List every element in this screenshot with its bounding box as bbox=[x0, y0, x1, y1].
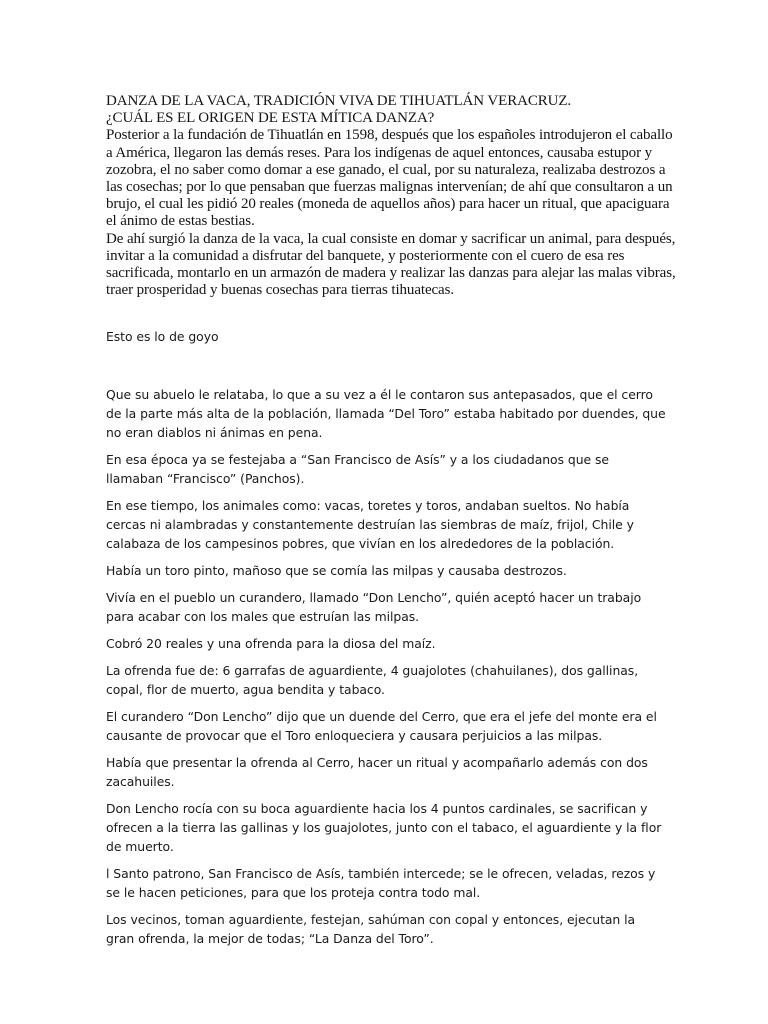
story-paragraph: l Santo patrono, San Francisco de Asís, también intercede; se le ofrecen, veladas, rezos y se le hacen peticiones, para que los proteja contra todo mal. bbox=[106, 866, 656, 900]
story-paragraph: La ofrenda fue de: 6 garrafas de aguardiente, 4 guajolotes (chahuilanes), dos gallinas, copal, flor de muerto, agua bendita y tabaco. bbox=[106, 663, 639, 697]
intro-paragraph: Posterior a la fundación de Tihuatlán en 1598, después que los españoles introdujeron el caballo a América, llegaron las demás reses. Para los indígenas de aquel entonces, causaba estupor y zozobra, el no saber como domar a ese ganado, el cual, por su naturaleza, realizaba destrozos a las cosechas; por lo que pensaban que fuerzas malignas intervenían; de ahí que consultaron a un brujo, el cual les pidió 20 reales (moneda de aquellos años) para hacer un ritual, que apaciguara el ánimo de estas bestias. bbox=[106, 127, 673, 230]
intro-section bbox=[106, 93, 676, 299]
document-title: DANZA DE LA VACA, TRADICIÓN VIVA DE TIHUATLÁN VERACRUZ. bbox=[106, 93, 572, 109]
document-subtitle: ¿CUÁL ES EL ORIGEN DE ESTA MÍTICA DANZA? bbox=[106, 110, 435, 127]
author-note: Esto es lo de goyo bbox=[106, 329, 219, 344]
story-paragraph: Don Lencho rocía con su boca aguardiente hacia los 4 puntos cardinales, se sacrifican y ofrecen a la tierra las gallinas y los guajolotes, junto con el tabaco, el aguardiente y la flor de muerto. bbox=[106, 801, 662, 854]
story-paragraph: En ese tiempo, los animales como: vacas, toretes y toros, andaban sueltos. No había cercas ni alambradas y constantemente destruían las siembras de maíz, frijol, Chile y calabaza de los campesinos pobres, que vivían en los alrededores de la población. bbox=[106, 498, 634, 551]
story-paragraph: Los vecinos, toman aguardiente, festejan, sahúman con copal y entonces, ejecutan la gran ofrenda, la mejor de todas; “La Danza del Toro”. bbox=[106, 912, 636, 946]
story-paragraph: Vivía en el pueblo un curandero, llamado “Don Lencho”, quién aceptó hacer un trabajo para acabar con los males que estruían las milpas. bbox=[106, 590, 642, 624]
story-paragraph: Había un toro pinto, mañoso que se comía las milpas y causaba destrozos. bbox=[106, 563, 567, 578]
story-paragraph: Cobró 20 reales y una ofrenda para la diosa del maíz. bbox=[106, 636, 436, 651]
story-paragraph: El curandero “Don Lencho” dijo que un duende del Cerro, que era el jefe del monte era el causante de provocar que el Toro enloqueciera y causara perjuicios a las milpas. bbox=[106, 709, 657, 743]
story-paragraph: En esa época ya se festejaba a “San Francisco de Asís” y a los ciudadanos que se llamaban “Francisco” (Panchos). bbox=[106, 452, 609, 486]
intro-paragraph: De ahí surgió la danza de la vaca, la cual consiste en domar y sacrificar un animal, para después, invitar a la comunidad a disfrutar del banquete, y posteriormente con el cuero de esa res sacrificada, montarlo en un armazón de madera y realizar las danzas para alejar las malas vibras, traer prosperidad y buenas cosechas para tierras tihuatecas. bbox=[106, 230, 676, 299]
story-paragraph: Que su abuelo le relataba, lo que a su vez a él le contaron sus antepasados, que el cerro de la parte más alta de la población, llamada “Del Toro” estaba habitado por duendes, que no eran diablos ni ánimas en pena. bbox=[106, 387, 666, 440]
story-paragraph: Había que presentar la ofrenda al Cerro, hacer un ritual y acompañarlo además con dos zacahuiles. bbox=[106, 755, 648, 789]
story-section bbox=[106, 327, 666, 956]
